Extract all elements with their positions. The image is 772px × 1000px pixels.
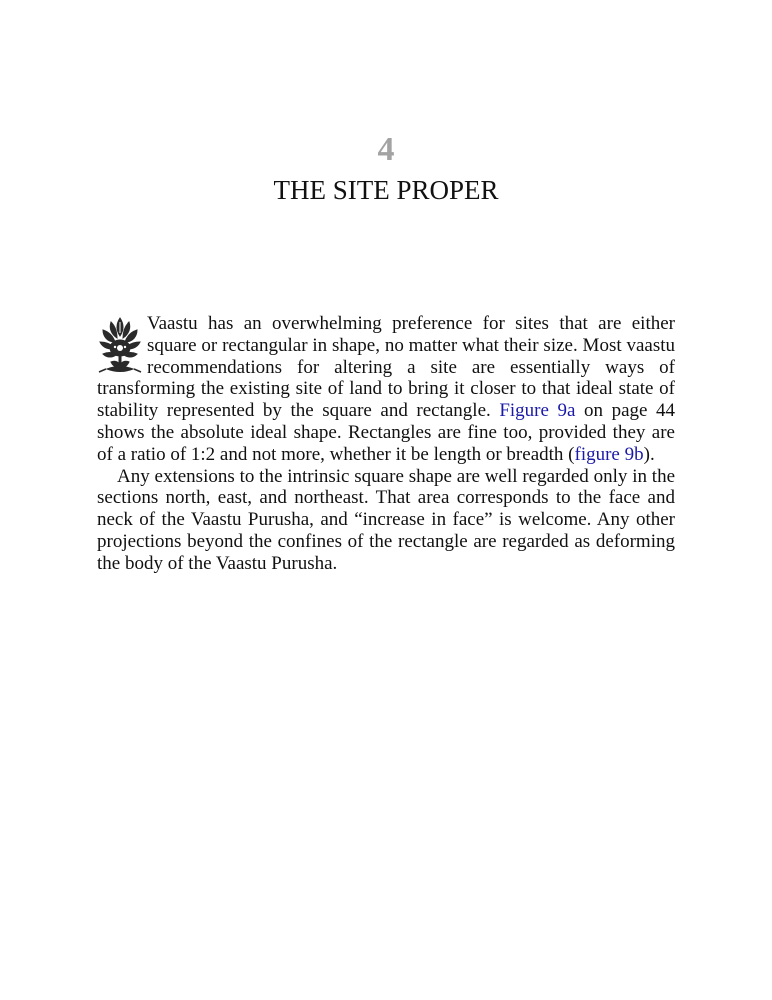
- chapter-body: [97, 313, 675, 575]
- paragraph-1-text-c: ).: [643, 443, 655, 465]
- paragraph-2: Any extensions to the intrinsic square shape are well regarded only in the sections north, east, and northeast. That area corresponds to the face and neck of the Vaastu Purusha, and “increase in face” is welcome. Any other projections beyond the confines of the rectangle are regarded as deforming the body of the Vaastu Purusha.: [97, 465, 675, 574]
- chapter-number: 4: [377, 131, 395, 168]
- figure-9b-link[interactable]: figure 9b: [574, 443, 644, 465]
- chapter-title: THE SITE PROPER: [273, 175, 499, 205]
- floral-ornament-icon: [97, 314, 143, 376]
- paragraph-1-text-a: Vaastu has an overwhelming preference for sites that are either square or rectangular in shape, no matter what their size. Most vaastu recommendations for altering a site are essentially ways of transforming the existing site of land to bring it closer to that ideal state of stability represented by the square and rectangle.: [97, 313, 675, 422]
- paragraph-1: [97, 313, 675, 466]
- figure-9a-link[interactable]: Figure 9a: [499, 400, 576, 422]
- paragraph-1-text-b: on page 44 shows the absolute ideal shape. Rectangles are fine too, provided they are of a ratio of 1:2 and not more, whether it be length or breadth (: [97, 400, 675, 465]
